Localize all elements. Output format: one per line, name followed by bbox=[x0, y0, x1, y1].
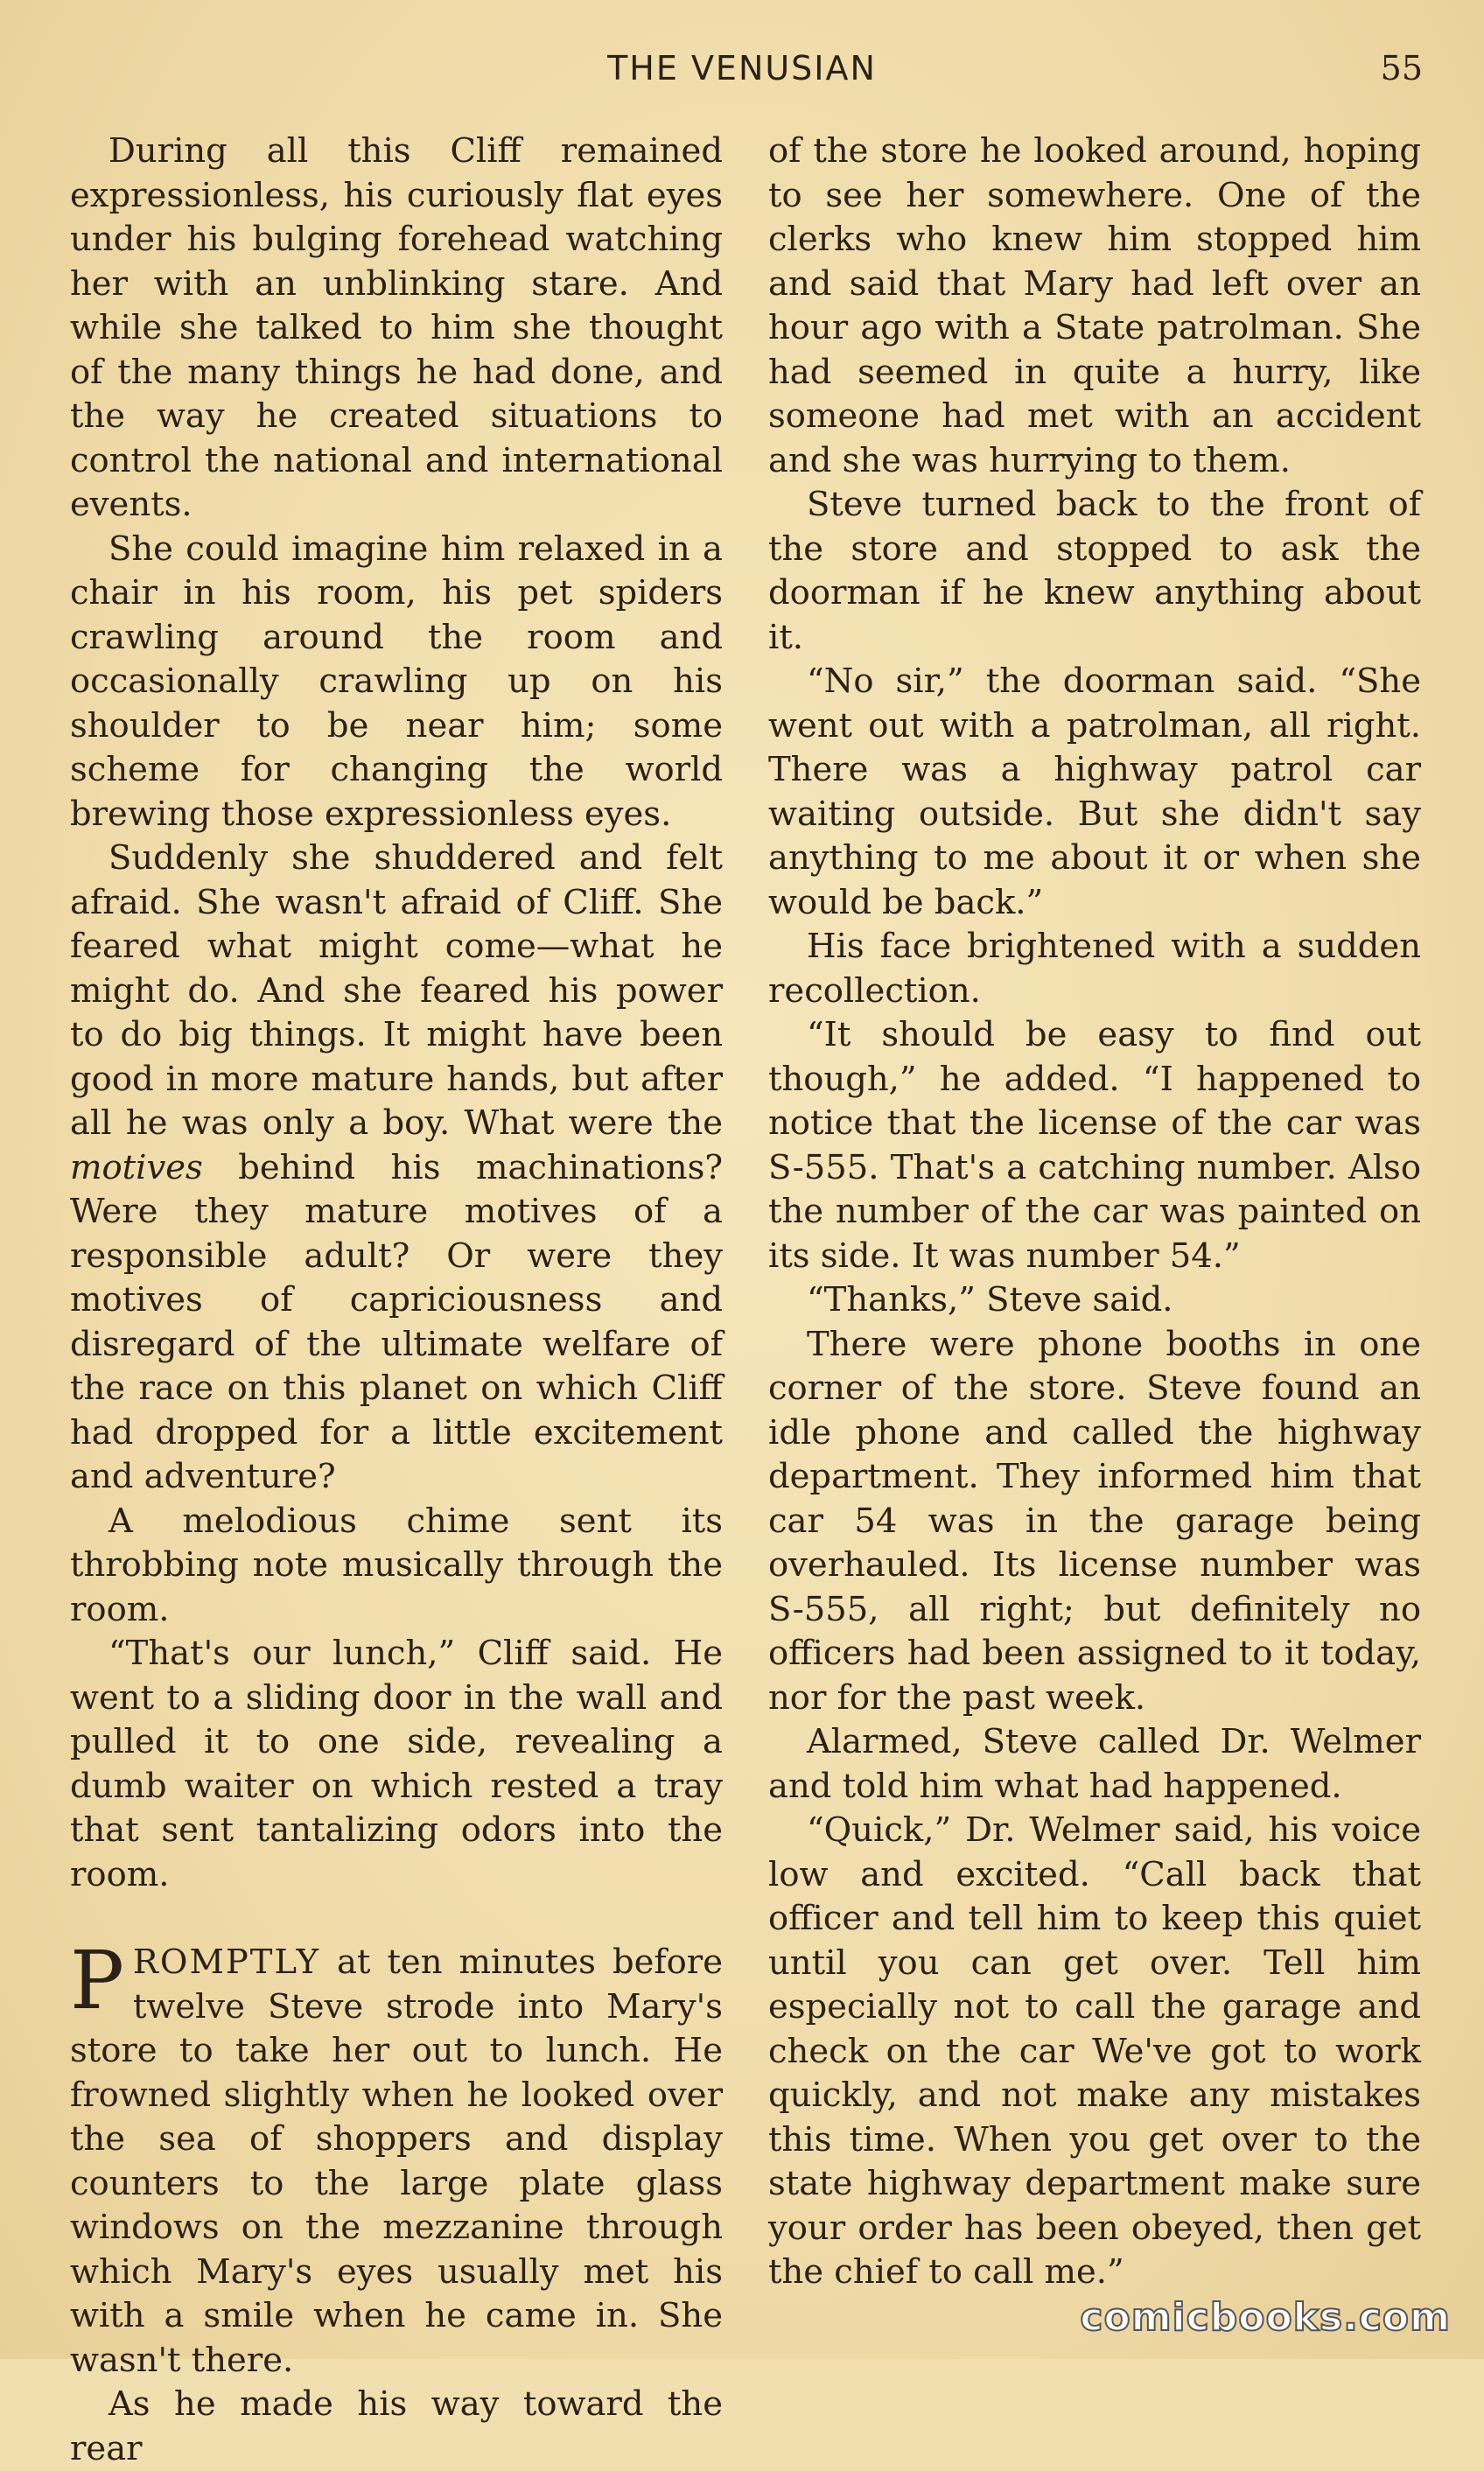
paragraph: “Quick,” Dr. Welmer said, his voice low and excited. “Call back that officer and tell him to keep this quiet until you can get over. Tell him especially not to call the garage and check on the car We've got to work quickly, and not make any mistakes this time. When you get over to the state highway department make sure your order has been obeyed, then get the chief to call me.” bbox=[768, 1810, 1421, 2292]
drop-cap: P bbox=[70, 1934, 124, 2027]
paragraph: A melodious chime sent its throbbing note musically through the room. bbox=[70, 1501, 723, 1629]
paragraph: As he made his way toward the rear bbox=[70, 2384, 723, 2468]
paragraph: “Thanks,” Steve said. bbox=[807, 1280, 1173, 1320]
paragraph: There were phone booths in one corner of the store. Steve found an idle phone and called the highway department. They informed him that car 54 was in the garage being overhauled. Its license number was S-555, all right; but definitely no officers had been assigned to it today, nor for the past week. bbox=[768, 1324, 1421, 1718]
emphasis-text: motives bbox=[70, 1147, 203, 1187]
paragraph: She could imagine him relaxed in a chair in his room, his pet spiders crawling around the room and occasionally crawling up on his shoulder to be near him; some scheme for changing the world brewing those expressionless eyes. bbox=[70, 528, 723, 834]
paragraph: Steve turned back to the front of the store and stopped to ask the doorman if he knew anything about it. bbox=[768, 485, 1421, 657]
paragraph: “It should be easy to find out though,” he added. “I happened to notice that the license of the car was S-555. That's a catching number. Also the number of the car was painted on its side. It was number 54.” bbox=[768, 1015, 1421, 1276]
paragraph bbox=[70, 836, 723, 1500]
paragraph: His face brightened with a sudden recollection. bbox=[768, 927, 1421, 1011]
paragraph: of the store he looked around, hoping to see her somewhere. One of the clerks who knew him stopped him and said that Mary had left over an hour ago with a State patrolman. She had seemed in quite a hurry, like someone had met with an accident and she was hurrying to them. bbox=[768, 131, 1421, 480]
paragraph: “No sir,” the doorman said. “She went out with a patrolman, all right. There was a highway patrol car waiting outside. But she didn't say anything to me about it or when she would be back.” bbox=[768, 662, 1421, 922]
paragraph: “That's our lunch,” Cliff said. He went to a sliding door in the wall and pulled it to one side, revealing a dumb waiter on which rested a tray that sent tantalizing odors into the room. bbox=[70, 1634, 723, 1894]
small-caps-lead: ROMPTLY bbox=[132, 1942, 320, 1982]
right-column bbox=[768, 130, 1421, 2295]
paragraph: During all this Cliff remained expressionless, his curiously flat eyes under his bulging forehead watching her with an unblinking stare. And while she talked to him she thought of the many things he had done, and the way he created situations to control the national and international events. bbox=[70, 131, 723, 524]
page-header bbox=[0, 49, 1484, 102]
watermark: comicbooks.com bbox=[1080, 2295, 1451, 2340]
text-span: Suddenly she shuddered and felt afraid. She wasn't afraid of Cliff. She feared what might come—what he might do. And she feared his power to do big things. It might have been good in more mature hands, but after all he was only a boy. What were the bbox=[70, 838, 723, 1143]
text-span: at ten minutes before twelve Steve strode into Mary's store to take her out to lunch. He frowned slightly when he looked over the sea of shoppers and display counters to the large plate glass windows on the mezzanine through which Mary's eyes usually met his with a smile when he came in. She wasn't there. bbox=[70, 1942, 723, 2380]
section-opening-paragraph bbox=[70, 1934, 723, 2383]
running-title: THE VENUSIAN bbox=[607, 49, 877, 88]
paragraph: Alarmed, Steve called Dr. Welmer and told him what had happened. bbox=[768, 1722, 1421, 1806]
text-span: behind his machinations? Were they mature motives of a responsible adult? Or were they motives of capriciousness and disregard of the ultimate welfare of the race on this planet on which Cliff had dropped for a little excitement and adventure? bbox=[70, 1147, 723, 1496]
page-number: 55 bbox=[1380, 49, 1423, 88]
left-column bbox=[70, 130, 723, 2471]
